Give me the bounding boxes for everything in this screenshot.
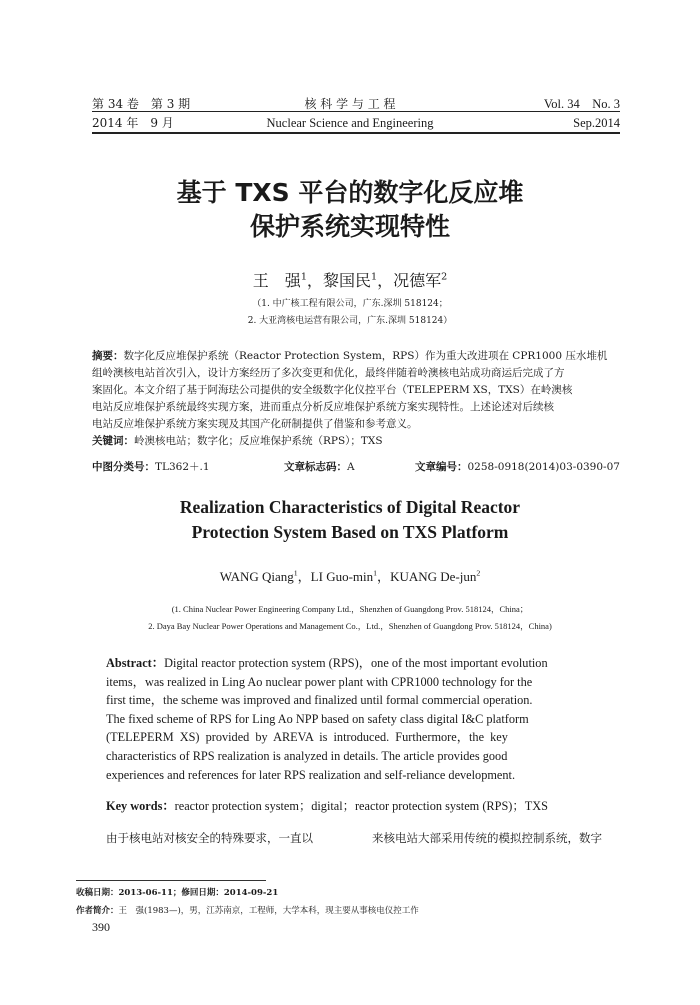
header-rule-thin <box>92 111 620 112</box>
document-code-value: A <box>347 461 355 473</box>
abstract-cn-label: 摘要： <box>92 350 124 362</box>
author-en-3: KUANG De-jun <box>390 569 477 584</box>
author-separator: ， <box>297 569 311 584</box>
footnote-rule <box>76 880 266 881</box>
journal-title-en: Nuclear Science and Engineering <box>266 116 434 130</box>
author-separator: ， <box>306 271 323 290</box>
article-number <box>415 459 620 474</box>
author-cn-3-affil: 2 <box>441 271 448 283</box>
footnote-bio-text: 王 强(1983—)，男，江苏南京，工程师，大学本科，现主要从事核电仪控工作 <box>118 906 419 916</box>
page-number: 390 <box>92 920 110 934</box>
abstract-en-label: Abstract： <box>106 656 165 670</box>
affiliation-en-2: 2. Daya Bay Nuclear Power Operations and Management Co.，Ltd.，Shenzhen of Guangdong Prov. 518124，China) <box>148 621 552 631</box>
body-text-left-column: 由于核电站对核安全的特殊要求，一直以 <box>106 831 313 845</box>
author-cn-3: 况德军 <box>393 271 442 290</box>
author-cn-1-affil: 1 <box>300 271 307 283</box>
abstract-cn-line: 案固化。本文介绍了基于阿海珐公司提供的安全级数字化仪控平台（TELEPERM XS，TXS）在岭澳核 <box>92 384 573 396</box>
abstract-en-line: first time，the scheme was improved and finalized until formal commercial operation. <box>106 693 533 708</box>
abstract-en <box>106 654 608 784</box>
keywords-en-label: Key words： <box>106 799 175 813</box>
author-en-3-affil: 2 <box>476 568 481 578</box>
header-rule-thick <box>92 132 620 134</box>
author-cn-2-affil: 1 <box>370 271 378 283</box>
abstract-cn <box>92 348 622 450</box>
article-number-label: 文章编号： <box>415 461 468 473</box>
author-separator: ， <box>377 569 391 584</box>
abstract-cn-line: 组岭澳核电站首次引入，设计方案经历了多次变更和优化，最终伴随着岭澳核电站成功商运后完成了方 <box>92 367 565 379</box>
footnote-received-date: 收稿日期：2013-06-11；修回日期：2014-09-21 <box>76 888 279 898</box>
abstract-cn-line: 电站反应堆保护系统最终实现方案，进而重点分析反应堆保护系统方案实现特性。上述论述对后续核 <box>92 401 554 413</box>
footnote-author-bio <box>76 904 419 916</box>
affiliation-cn-2: 2. 大亚湾核电运营有限公司，广东.深圳 518124） <box>247 316 453 326</box>
paper-title-cn-line2: 保护系统实现特性 <box>249 212 450 241</box>
abstract-en-line: experiences and references for later RPS realization and self-reliance development. <box>106 767 516 782</box>
abstract-cn-line: 电站反应堆保护系统方案实现及其国产化研制提供了借鉴和参考意义。 <box>92 418 418 430</box>
author-cn-1: 王 强 <box>252 271 301 290</box>
abstract-en-line: Digital reactor protection system (RPS)，one of the most important evolution <box>164 656 548 670</box>
clc-number <box>92 459 210 474</box>
clc-value: TL362＋.1 <box>155 461 210 473</box>
footnote-bio-label: 作者简介： <box>76 906 119 916</box>
keywords-en-text: reactor protection system；digital；reactor protection system (RPS)；TXS <box>174 799 548 813</box>
abstract-en-line: characteristics of RPS realization is analyzed in details. The article provides good <box>106 748 508 763</box>
volume-issue-en: Vol. 34 No. 3 <box>543 97 620 111</box>
keywords-cn-label: 关键词： <box>92 435 134 447</box>
paper-title-en-line2: Protection System Based on TXS Platform <box>191 522 509 542</box>
affiliation-cn-1: （1. 中广核工程有限公司，广东.深圳 518124； <box>252 299 448 309</box>
body-text-right-column: 来核电站大部采用传统的模拟控制系统，数字 <box>372 831 602 845</box>
article-number-value: 0258-0918(2014)03-0390-07 <box>467 461 620 473</box>
authors-en <box>0 566 700 585</box>
abstract-en-line: items，was realized in Ling Ao nuclear power plant with CPR1000 technology for the <box>106 674 533 689</box>
keywords-cn-text: 岭澳核电站；数字化；反应堆保护系统（RPS）；TXS <box>134 435 383 447</box>
author-en-1: WANG Qiang <box>219 569 294 584</box>
author-cn-2: 黎国民 <box>322 271 371 290</box>
author-en-2-affil: 1 <box>373 568 378 578</box>
author-separator: ， <box>377 271 394 290</box>
abstract-cn-line: 数字化反应堆保护系统（Reactor Protection System，RPS）作为重大改进项在 CPR1000 压水堆机 <box>123 350 608 362</box>
journal-title-cn: 核 科 学 与 工 程 <box>304 97 396 111</box>
keywords-en <box>106 796 616 814</box>
paper-title-en-line1: Realization Characteristics of Digital Reactor <box>179 497 521 517</box>
abstract-en-line: (TELEPERM XS) provided by AREVA is introduced. Furthermore，the key <box>106 730 508 745</box>
date-cn: 2014 年 9 月 <box>92 116 174 130</box>
paper-title-cn-line1: 基于 TXS 平台的数字化反应堆 <box>176 178 524 207</box>
author-en-1-affil: 1 <box>293 568 298 578</box>
affiliation-en-1: (1. China Nuclear Power Engineering Company Ltd.，Shenzhen of Guangdong Prov. 518124，China； <box>171 604 529 614</box>
authors-cn <box>0 268 700 291</box>
author-en-2: LI Guo-min <box>310 569 374 584</box>
date-en: Sep.2014 <box>573 116 620 130</box>
document-code-label: 文章标志码： <box>284 461 347 473</box>
volume-issue-cn: 第 34 卷 第 3 期 <box>92 97 191 111</box>
abstract-en-line: The fixed scheme of RPS for Ling Ao NPP based on safety class digital I&C platform <box>106 711 529 726</box>
clc-label: 中图分类号： <box>92 461 155 473</box>
document-code <box>284 459 355 474</box>
